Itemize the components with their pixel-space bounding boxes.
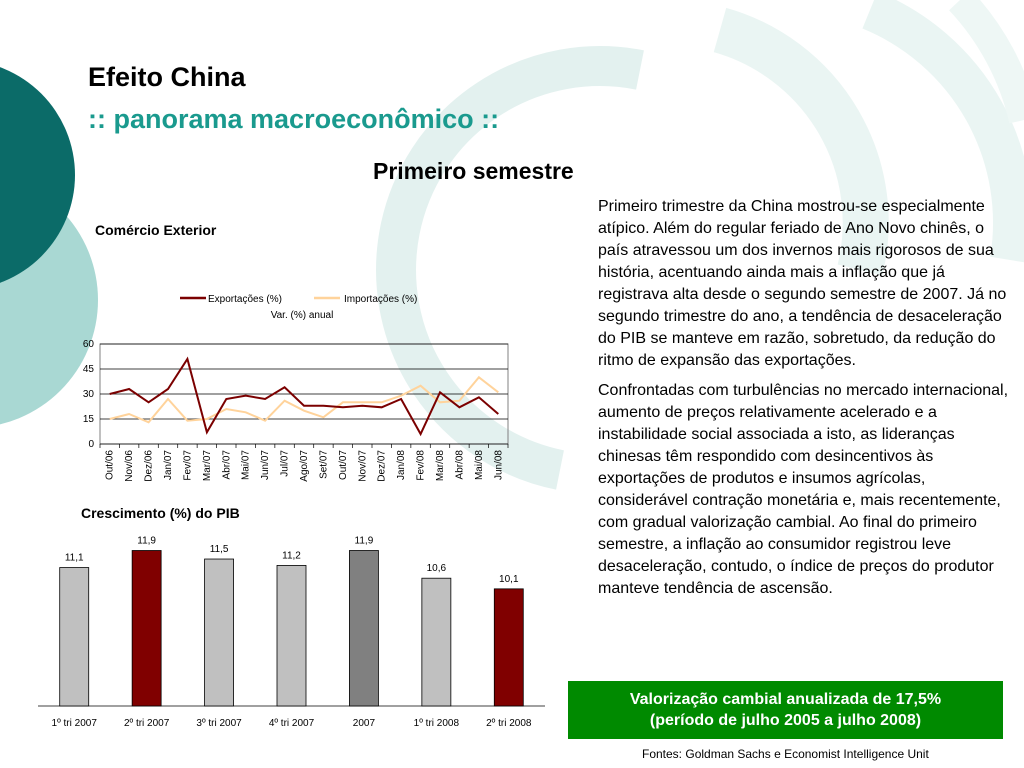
x-tick-label: Jan/08 [396, 450, 408, 481]
paragraph-1: Primeiro trimestre da China mostrou-se especialmente atípico. Além do regular feriado de Ano Novo chinês, o país atravessou um dos invernos mais rigorosos de sua história, acentuando ainda mais a inflação que já registrava alta desde o segundo semestre de 2007. Já no segundo trimestre do ano, a tendência de desaceleração do PIB se manteve em razão, sobretudo, da redução do ritmo de expansão das exportações. [598, 198, 1007, 369]
bar [422, 578, 451, 706]
gdp-bar-chart [30, 530, 550, 740]
x-tick-label: Dez/06 [143, 450, 155, 482]
bar [349, 551, 378, 706]
slide-title: Efeito China [88, 62, 246, 92]
trade-chart-label: Comércio Exterior [95, 222, 217, 238]
body-text [598, 196, 1012, 608]
bar [132, 551, 161, 706]
x-tick-label: Jun/07 [260, 450, 272, 481]
x-tick-label: Out/06 [104, 450, 116, 481]
bar-value-label: 11,9 [137, 535, 157, 547]
x-tick-label: Mai/08 [473, 450, 485, 481]
x-tick-label: Ago/07 [299, 450, 310, 482]
x-tick-label: Dez/07 [376, 450, 388, 482]
series-line [110, 359, 499, 434]
y-tick-label: 60 [82, 339, 94, 350]
x-tick-label: Jul/07 [279, 450, 291, 477]
legend-exports-label: Exportações (%) [208, 294, 282, 305]
x-tick-label: Abr/07 [221, 450, 233, 480]
bar-category-label: 1º tri 2007 [51, 718, 97, 729]
y-tick-label: 45 [82, 364, 94, 375]
bar [494, 589, 523, 706]
bar-category-label: 2º tri 2008 [486, 718, 532, 729]
y-tick-label: 0 [88, 439, 94, 450]
highlight-line-1: Valorização cambial anualizada de 17,5% [629, 691, 942, 708]
bar [205, 559, 234, 706]
x-tick-label: Jun/08 [493, 450, 505, 481]
trade-line-chart [60, 282, 530, 504]
bar-category-label: 3º tri 2007 [196, 718, 242, 729]
sources-note: Fontes: Goldman Sachs e Economist Intelligence Unit [642, 747, 929, 761]
x-tick-label: Set/07 [318, 450, 330, 479]
highlight-line-2: (período de julho 2005 a julho 2008) [649, 712, 922, 729]
x-tick-label: Abr/08 [454, 450, 466, 480]
bar-value-label: 11,5 [209, 544, 229, 556]
bar-category-label: 2º tri 2007 [123, 718, 170, 729]
y-tick-label: 15 [82, 414, 94, 425]
bar-category-label: 1º tri 2008 [413, 718, 460, 729]
bar-value-label: 10,6 [426, 563, 447, 575]
bar-value-label: 11,1 [64, 552, 84, 564]
y-tick-label: 30 [82, 389, 94, 400]
bar-value-label: 11,2 [282, 550, 301, 562]
bar-value-label: 11,9 [354, 535, 374, 547]
bar [60, 568, 89, 706]
bar-value-label: 10,1 [499, 573, 519, 585]
x-tick-label: Nov/06 [124, 450, 136, 482]
highlight-box [568, 681, 1003, 739]
legend-imports-label: Importações (%) [344, 294, 418, 305]
x-tick-label: Out/07 [337, 450, 349, 481]
x-tick-label: Mar/07 [201, 450, 213, 482]
x-tick-label: Nov/07 [357, 450, 369, 482]
gdp-chart-label: Crescimento (%) do PIB [81, 505, 240, 521]
x-tick-label: Mar/08 [435, 450, 446, 482]
x-tick-label: Fev/07 [182, 450, 194, 481]
section-heading: Primeiro semestre [373, 158, 574, 184]
bar [277, 565, 306, 706]
x-tick-label: Mai/07 [240, 450, 252, 481]
paragraph-2: Confrontadas com turbulências no mercado internacional, aumento de preços relativamente acelerado e a instabilidade social associada a isto, as lideranças chinesas têm respondido com desincentivos às exportações de produtos e insumos agrícolas, considerável contração monetária e, mais recentemente, com gradual valorização cambial. Ao final do primeiro semestre, a inflação ao consumidor registrou leve desaceleração, contudo, o índice de preços do produtor manteve tendência de ascensão. [598, 382, 1009, 597]
bar-category-label: 4º tri 2007 [268, 718, 315, 729]
x-tick-label: Fev/08 [415, 450, 427, 481]
series-line [110, 377, 499, 422]
chart-title: Var. (%) anual [270, 310, 334, 321]
x-tick-label: Jan/07 [163, 450, 174, 481]
slide-subtitle: :: panorama macroeconômico :: [88, 104, 500, 134]
bar-category-label: 2007 [352, 718, 376, 729]
